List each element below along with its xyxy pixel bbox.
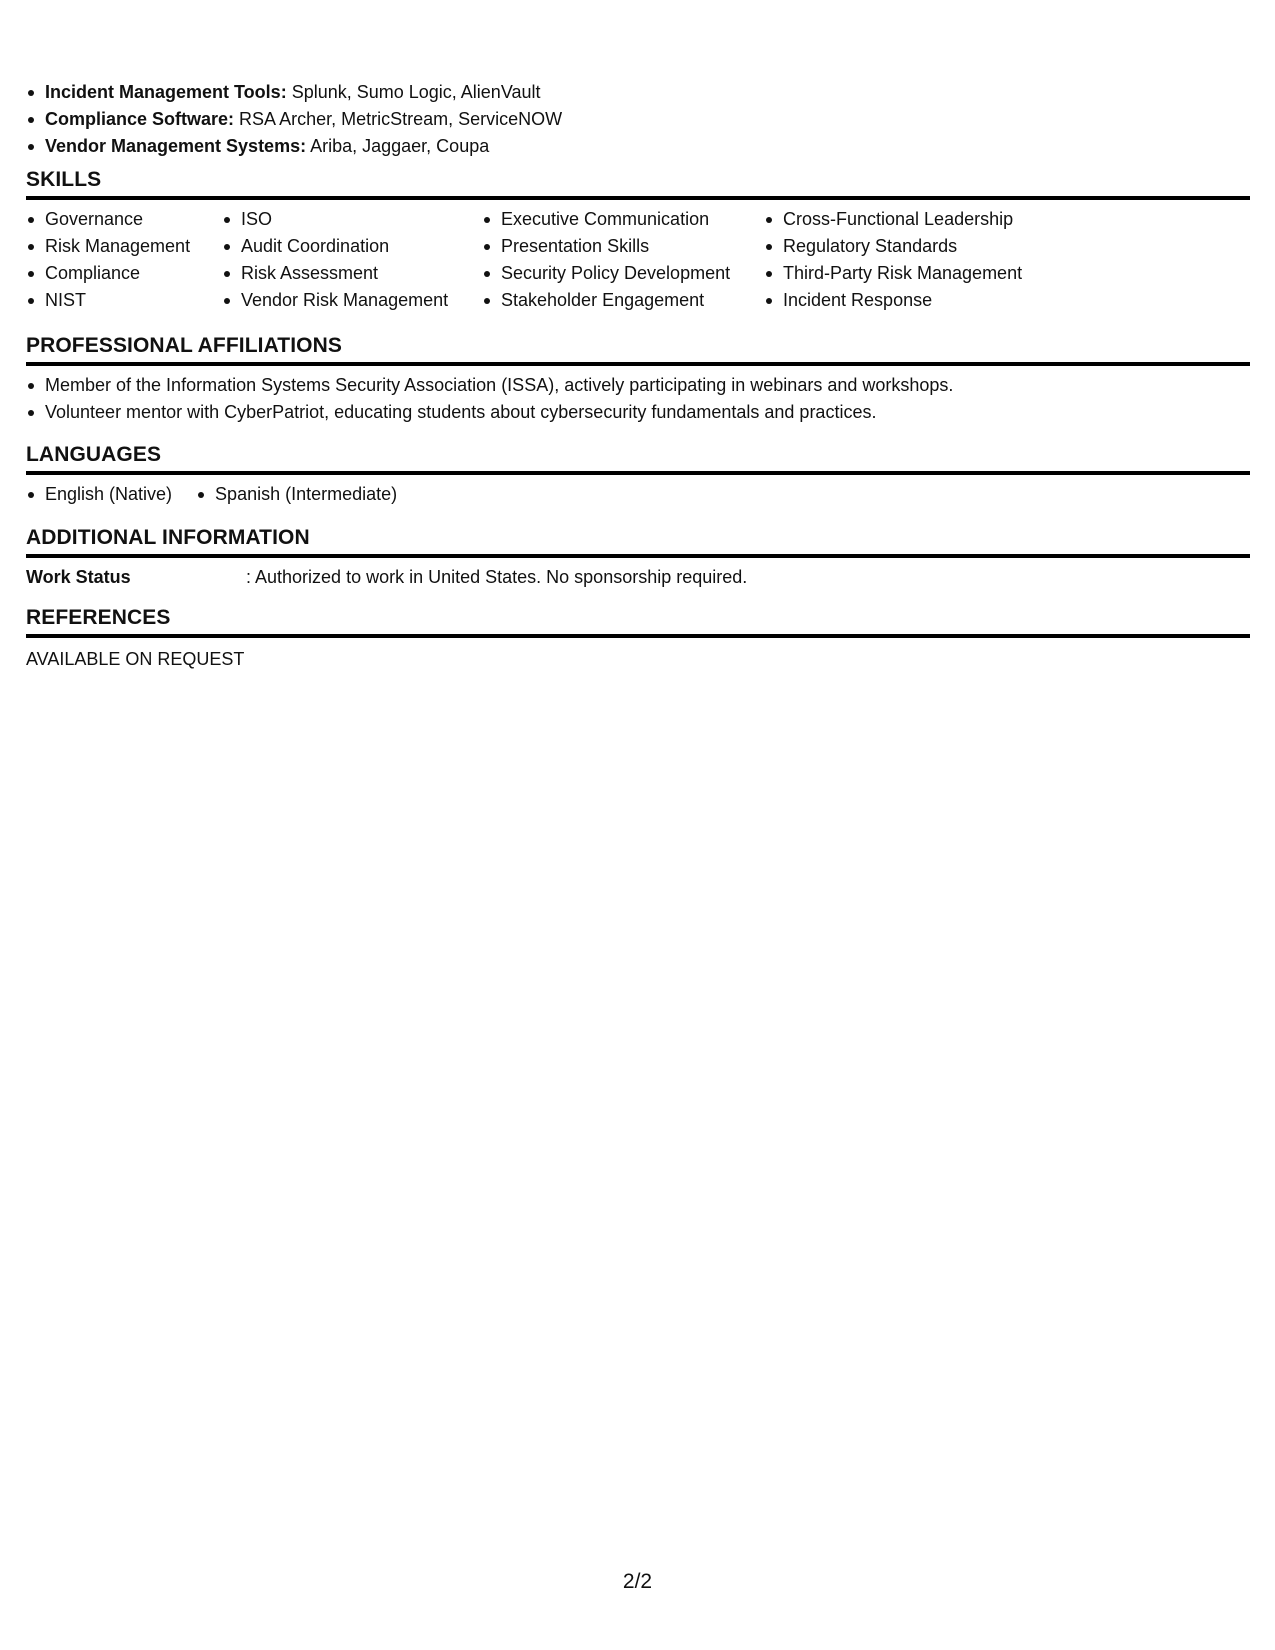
skill-item: NIST <box>26 287 222 314</box>
affiliations-heading: PROFESSIONAL AFFILIATIONS <box>26 332 1250 366</box>
tools-item <box>26 106 562 133</box>
references-text: AVAILABLE ON REQUEST <box>26 649 245 669</box>
affiliation-item: Volunteer mentor with CyberPatriot, educating students about cybersecurity fundamentals and practices. <box>26 399 1250 426</box>
skill-item: Presentation Skills <box>482 233 764 260</box>
affiliations-section <box>26 332 1250 426</box>
tools-item-value: Ariba, Jaggaer, Coupa <box>306 136 490 156</box>
skills-grid <box>26 206 1250 314</box>
languages-heading: LANGUAGES <box>26 441 1250 475</box>
skill-item: Cross-Functional Leadership <box>764 206 1064 233</box>
language-item: English (Native) <box>26 481 172 508</box>
tools-item <box>26 133 562 160</box>
skills-heading: SKILLS <box>26 166 1250 200</box>
skill-item: Compliance <box>26 260 222 287</box>
skill-item: Vendor Risk Management <box>222 287 482 314</box>
references-heading: REFERENCES <box>26 604 1250 638</box>
skill-item: Third-Party Risk Management <box>764 260 1064 287</box>
skill-item: Governance <box>26 206 222 233</box>
skill-item: Security Policy Development <box>482 260 764 287</box>
work-status-row <box>26 564 1250 591</box>
skills-column <box>482 206 764 314</box>
page-number: 2/2 <box>622 1570 653 1593</box>
work-status-value: : Authorized to work in United States. No sponsorship required. <box>246 567 748 587</box>
skills-column <box>222 206 482 314</box>
languages-section <box>26 441 1250 508</box>
tools-item-label: Vendor Management Systems: <box>45 136 307 156</box>
skill-item: Executive Communication <box>482 206 764 233</box>
language-item: Spanish (Intermediate) <box>196 481 397 508</box>
additional-info-section <box>26 524 1250 591</box>
skill-item: ISO <box>222 206 482 233</box>
skill-item: Incident Response <box>764 287 1064 314</box>
affiliation-item: Member of the Information Systems Security Association (ISSA), actively participating in webinars and workshops. <box>26 372 1250 399</box>
skill-item: Risk Assessment <box>222 260 482 287</box>
skill-item: Audit Coordination <box>222 233 482 260</box>
tools-item-value: RSA Archer, MetricStream, ServiceNOW <box>234 109 563 129</box>
languages-list <box>26 481 1250 508</box>
work-status-label: Work Status <box>26 567 131 587</box>
skill-item: Stakeholder Engagement <box>482 287 764 314</box>
skill-item: Regulatory Standards <box>764 233 1064 260</box>
tools-list <box>26 79 562 160</box>
tools-item-label: Compliance Software: <box>45 109 235 129</box>
references-section <box>26 604 1250 673</box>
skills-section <box>26 166 1250 314</box>
tools-item-label: Incident Management Tools: <box>45 82 287 102</box>
tools-item-value: Splunk, Sumo Logic, AlienVault <box>286 82 541 102</box>
additional-info-heading: ADDITIONAL INFORMATION <box>26 524 1250 558</box>
skills-column <box>764 206 1064 314</box>
affiliations-list <box>26 372 1250 426</box>
skills-column <box>26 206 222 314</box>
tools-item <box>26 79 562 106</box>
skill-item: Risk Management <box>26 233 222 260</box>
